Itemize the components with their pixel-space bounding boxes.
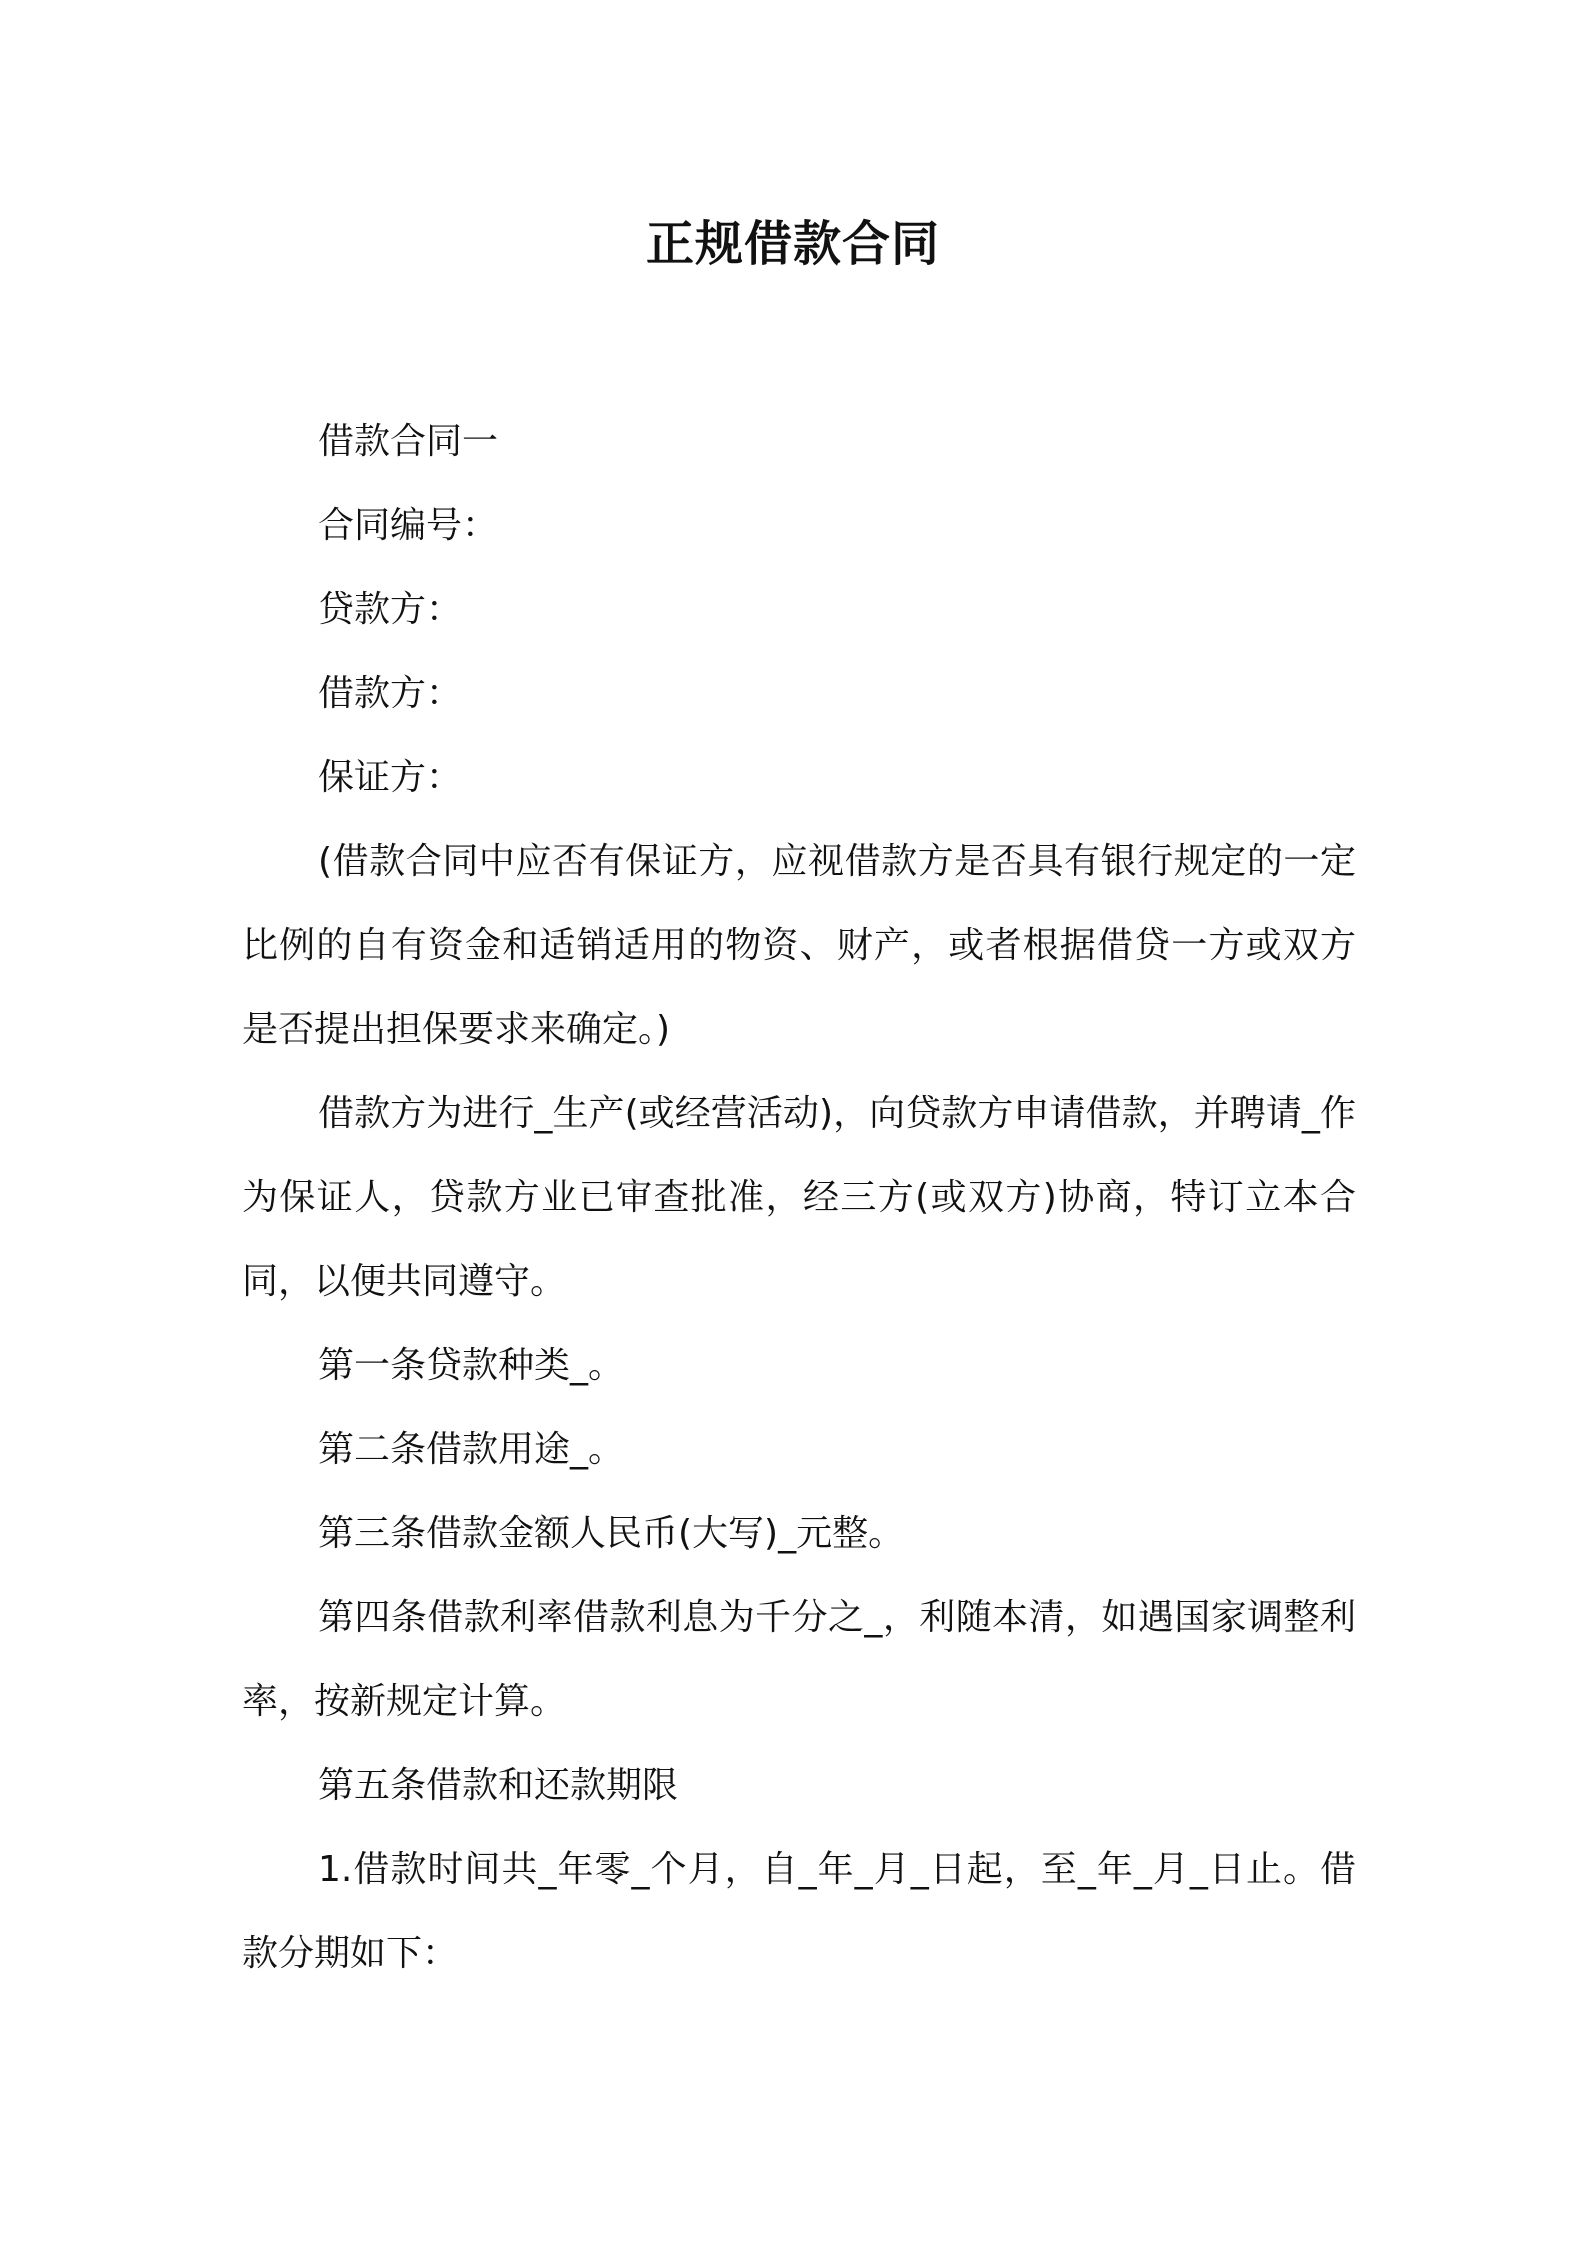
borrower-field: 借款方： xyxy=(318,673,463,714)
document-body xyxy=(242,400,1356,1996)
guarantor-field: 保证方： xyxy=(318,757,463,798)
article-2-paragraph: 第二条借款用途_。 xyxy=(318,1429,625,1470)
article-5-heading: 第五条借款和还款期限 xyxy=(318,1765,679,1806)
article-4-paragraph: 第四条借款利率借款利息为千分之_，利随本清，如遇国家调整利率，按新规定计算。 xyxy=(242,1597,1356,1722)
preamble-paragraph: 借款方为进行_生产(或经营活动)，向贷款方申请借款，并聘请_作为保证人，贷款方业已审查批准，经三方(或双方)协商，特订立本合同，以便共同遵守。 xyxy=(242,1093,1356,1302)
article-3-paragraph: 第三条借款金额人民币(大写)_元整。 xyxy=(318,1513,905,1554)
article-1-paragraph: 第一条贷款种类_。 xyxy=(318,1345,625,1386)
guarantor-note-paragraph: (借款合同中应否有保证方，应视借款方是否具有银行规定的一定比例的自有资金和适销适用的物资、财产，或者根据借贷一方或双方是否提出担保要求来确定。) xyxy=(242,841,1356,1050)
article-5-item-1: 1.借款时间共_年零_个月，自_年_月_日起，至_年_月_日止。借款分期如下： xyxy=(242,1849,1356,1974)
document-title: 正规借款合同 xyxy=(645,216,940,272)
lender-field: 贷款方： xyxy=(318,589,463,630)
contract-number-field: 合同编号： xyxy=(318,505,499,546)
contract-subtitle: 借款合同一 xyxy=(318,421,499,462)
